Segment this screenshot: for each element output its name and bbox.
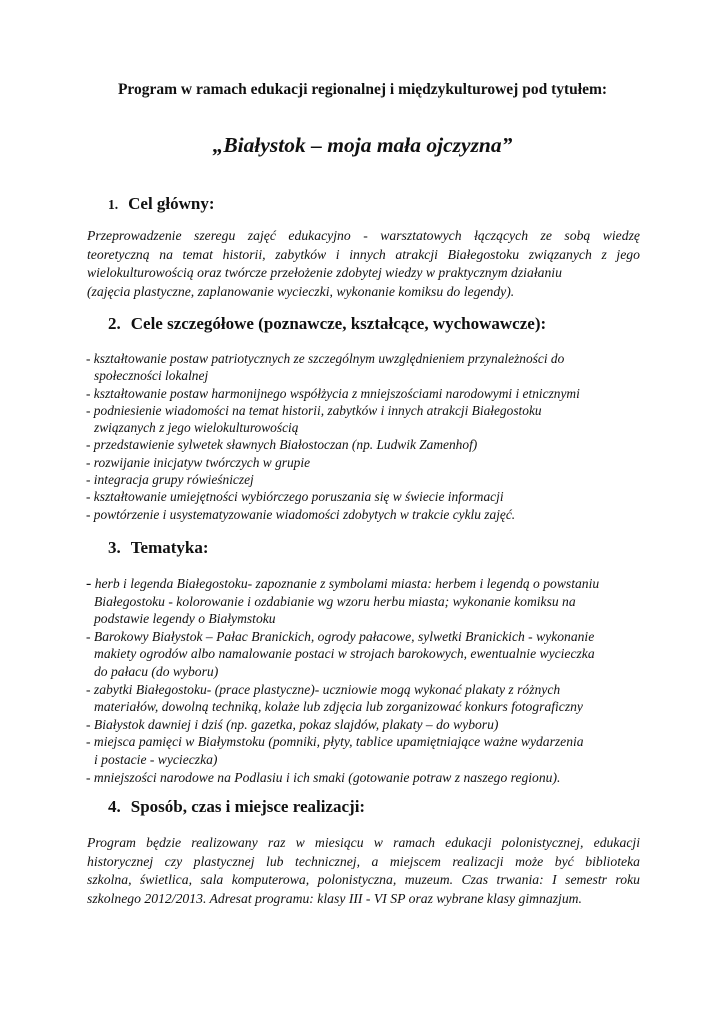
list-item-line [86, 575, 646, 593]
list-item [86, 575, 646, 628]
list-item [86, 454, 646, 471]
section-title: Tematyka: [130, 538, 209, 557]
specific-goals-list [86, 350, 646, 523]
list-item-line: - Białystok dawniej i dziś (np. gazetka, pokaz slajdów, plakaty – do wyboru) [86, 716, 499, 732]
section-heading-topics [108, 537, 209, 559]
list-item-line: - mniejszości narodowe na Podlasiu i ich smaki (gotowanie potraw z naszego regionu). [86, 769, 561, 785]
paragraph-line: wielokulturowością oraz twórcze przełożenie zdobytej wiedzy w praktycznym działaniu [87, 265, 562, 280]
document-subtitle: „Białystok – moja mała ojczyzna” [212, 133, 513, 157]
list-item [86, 733, 646, 768]
section-number: 3. [108, 538, 121, 557]
list-item-line: i postacie - wycieczka) [94, 751, 218, 767]
paragraph-line: szkolna, świetlica, sala komputerowa, polonistyczna, muzeum. Czas trwania: I semestr roku [87, 872, 640, 887]
paragraph-line: Przeprowadzenie szeregu zajęć edukacyjno - warsztatowych łączących ze sobą wiedzę [87, 228, 640, 243]
list-item-line: - integracja grupy rówieśniczej [86, 472, 254, 488]
paragraph-line: (zajęcia plastyczne, zaplanowanie wycieczki, wykonanie komiksu do legendy). [87, 283, 515, 299]
list-item [86, 628, 646, 681]
paragraph-line: teoretyczną na temat historii, zabytków i innych atrakcji Białegostoku związanych z jego [87, 246, 640, 262]
section-heading-main-goal [108, 193, 215, 216]
list-item [86, 402, 646, 437]
list-item-line: - kształtowanie postaw harmonijnego współżycia z mniejszościami narodowymi i etnicznymi [86, 385, 580, 401]
paragraph-line: historycznej czy plastycznej lub technicznej, a miejscem realizacji może być biblioteka [87, 853, 640, 869]
list-item-line: do pałacu (do wyboru) [94, 663, 219, 679]
section-heading-specific-goals [108, 313, 546, 335]
list-item [86, 488, 646, 505]
section-number: 1. [108, 197, 119, 212]
list-item-line: - kształtowanie umiejętności wybiórczego poruszania się w świecie informacji [86, 489, 504, 505]
list-item [86, 769, 646, 787]
main-goal-paragraph [87, 227, 640, 301]
list-item-line: związanych z jego wielokulturowością [94, 420, 299, 436]
list-item [86, 716, 646, 734]
list-dash: - [86, 575, 92, 592]
section-title: Cele szczegółowe (poznawcze, kształcące, wychowawcze): [130, 314, 547, 333]
section-number: 2. [108, 314, 121, 333]
list-item-line: - podniesienie wiadomości na temat historii, zabytków i innych atrakcji Białegostoku [86, 402, 542, 418]
list-item-line: społeczności lokalnej [94, 368, 209, 384]
section-title: Sposób, czas i miejsce realizacji: [130, 797, 366, 816]
topics-list [86, 575, 646, 786]
paragraph-line: Program będzie realizowany raz w miesiącu w ramach edukacji polonistycznej, edukacji [87, 835, 640, 850]
list-item-line: podstawie legendy o Białymstoku [94, 611, 276, 627]
list-item-line: - rozwijanie inicjatyw twórczych w grupie [86, 454, 311, 470]
paragraph-line: szkolnego 2012/2013. Adresat programu: klasy III - VI SP oraz wybrane klasy gimnazjum. [87, 890, 582, 906]
list-item-line: - kształtowanie postaw patriotycznych ze szczególnym uwzględnieniem przynależności do [86, 351, 565, 366]
list-item [86, 350, 646, 385]
method-time-place-paragraph [87, 834, 640, 908]
list-item [86, 471, 646, 488]
section-title: Cel główny: [128, 194, 215, 213]
list-item-line: materiałów, dowolną techniką, kolaże lub zdjęcia lub zorganizować konkurs fotograficzny [94, 699, 583, 715]
list-item-line: - powtórzenie i usystematyzowanie wiadomości zdobytych w trakcie cyklu zajęć. [86, 506, 516, 522]
section-heading-method-time-place [108, 796, 365, 818]
program-title: Program w ramach edukacji regionalnej i międzykulturowej pod tytułem: [117, 81, 608, 98]
list-item-text: herb i legenda Białegostoku- zapoznanie z symbolami miasta: herbem i legendą o powstaniu [91, 576, 600, 591]
list-item [86, 506, 646, 523]
list-item-line: - przedstawienie sylwetek sławnych Białostoczan (np. Ludwik Zamenhof) [86, 437, 478, 453]
list-item-line: makiety ogrodów albo namalowanie postaci w strojach barokowych, ewentualnie wycieczka [94, 646, 595, 662]
section-number: 4. [108, 797, 121, 816]
list-item [86, 436, 646, 453]
list-item [86, 385, 646, 402]
list-item-line: - Barokowy Białystok – Pałac Branickich, ogrody pałacowe, sylwetki Branickich - wykonanie [86, 628, 595, 644]
list-item-line: Białegostoku - kolorowanie i ozdabianie wg wzoru herbu miasta; wykonanie komiksu na [94, 593, 576, 609]
list-item-line: - miejsca pamięci w Białymstoku (pomniki, płyty, tablice upamiętniające ważne wydarzenia [86, 734, 584, 750]
list-item-line: - zabytki Białegostoku- (prace plastyczne)- uczniowie mogą wykonać plakaty z różnych [86, 681, 561, 697]
list-item [86, 681, 646, 716]
